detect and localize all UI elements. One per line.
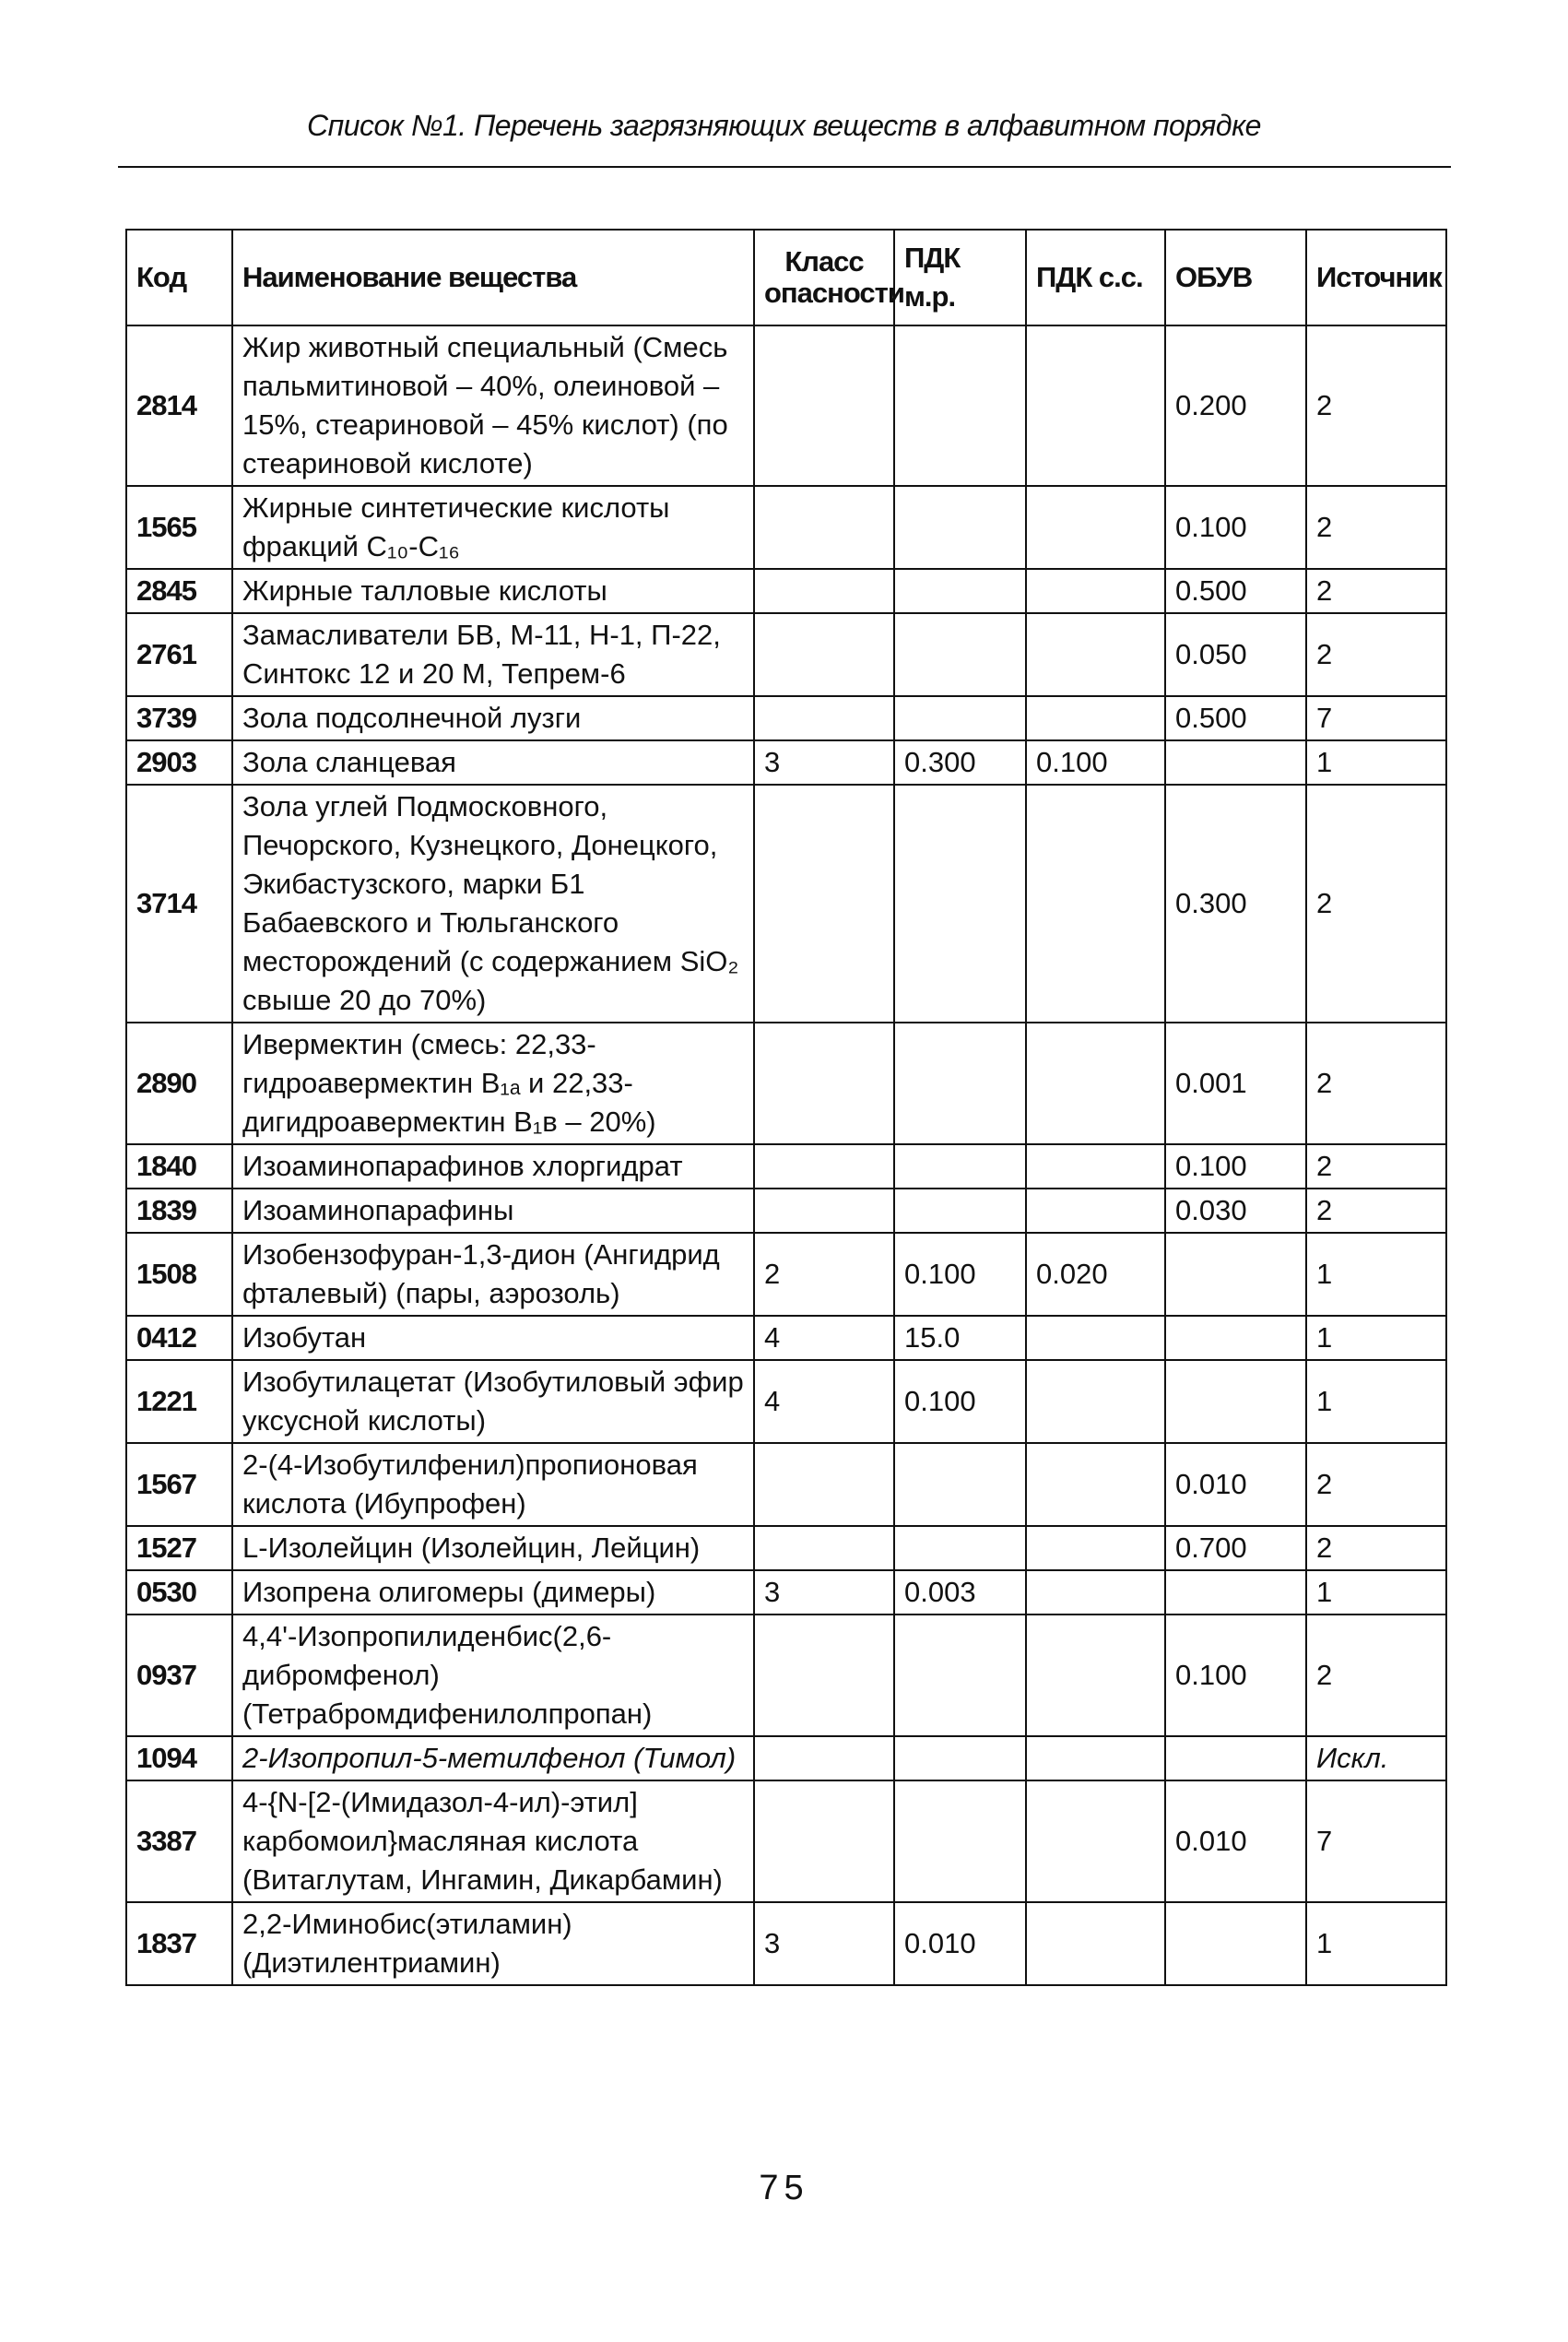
cell-obuv: 0.001: [1165, 1023, 1306, 1144]
cell-name: Изобензофуран-1,3-дион (Ангидрид фталевый) (пары, аэрозоль): [232, 1233, 754, 1316]
cell-pdk-mr: [894, 785, 1026, 1023]
cell-hazard-class: [754, 325, 894, 486]
cell-obuv: 0.200: [1165, 325, 1306, 486]
cell-name: Зола подсолнечной лузги: [232, 696, 754, 740]
cell-obuv: [1165, 1316, 1306, 1360]
cell-source: 2: [1306, 1023, 1446, 1144]
cell-source: 7: [1306, 696, 1446, 740]
cell-pdk-ss: [1026, 1316, 1165, 1360]
cell-hazard-class: [754, 1736, 894, 1780]
cell-name: L-Изолейцин (Изолейцин, Лейцин): [232, 1526, 754, 1570]
table-row: [126, 1360, 1446, 1443]
cell-code: 3739: [126, 696, 232, 740]
cell-pdk-ss: [1026, 486, 1165, 569]
table-row: [126, 1233, 1446, 1316]
cell-hazard-class: [754, 1615, 894, 1736]
cell-source: 2: [1306, 1443, 1446, 1526]
table-row: [126, 1526, 1446, 1570]
cell-pdk-mr: [894, 1189, 1026, 1233]
cell-obuv: [1165, 1570, 1306, 1615]
cell-hazard-class: [754, 486, 894, 569]
cell-source: 2: [1306, 1615, 1446, 1736]
cell-code: 3387: [126, 1780, 232, 1902]
column-header-pdk-mr: ПДК м.р.: [894, 230, 1026, 325]
cell-pdk-ss: [1026, 1736, 1165, 1780]
cell-pdk-ss: [1026, 1780, 1165, 1902]
cell-pdk-ss: 0.020: [1026, 1233, 1165, 1316]
cell-hazard-class: 4: [754, 1316, 894, 1360]
cell-hazard-class: 2: [754, 1233, 894, 1316]
table-row: [126, 1189, 1446, 1233]
header-rule: [118, 166, 1451, 168]
cell-hazard-class: [754, 1526, 894, 1570]
cell-source: 2: [1306, 613, 1446, 696]
cell-pdk-ss: [1026, 1023, 1165, 1144]
cell-pdk-ss: [1026, 1902, 1165, 1985]
cell-obuv: 0.100: [1165, 486, 1306, 569]
cell-source: 2: [1306, 486, 1446, 569]
substance-table: [125, 229, 1447, 1986]
cell-obuv: 0.500: [1165, 569, 1306, 613]
cell-name: 2-Изопропил-5-метилфенол (Тимол): [232, 1736, 754, 1780]
cell-hazard-class: [754, 1189, 894, 1233]
column-header-code: Код: [126, 230, 232, 325]
cell-pdk-mr: [894, 325, 1026, 486]
table-row: [126, 1736, 1446, 1780]
cell-code: 2890: [126, 1023, 232, 1144]
cell-source: Искл.: [1306, 1736, 1446, 1780]
cell-obuv: 0.300: [1165, 785, 1306, 1023]
cell-name: 4-{N-[2-(Имидазол-4-ил)-этил] карбомоил}масляная кислота (Витаглутам, Ингамин, Дикарбамин): [232, 1780, 754, 1902]
cell-obuv: 0.010: [1165, 1443, 1306, 1526]
cell-pdk-mr: [894, 1023, 1026, 1144]
cell-pdk-ss: [1026, 1360, 1165, 1443]
cell-source: 1: [1306, 740, 1446, 785]
cell-name: 2-(4-Изобутилфенил)пропионовая кислота (Ибупрофен): [232, 1443, 754, 1526]
cell-code: 0412: [126, 1316, 232, 1360]
cell-pdk-mr: [894, 696, 1026, 740]
cell-pdk-ss: [1026, 325, 1165, 486]
cell-obuv: [1165, 1736, 1306, 1780]
cell-pdk-mr: 0.300: [894, 740, 1026, 785]
cell-pdk-ss: [1026, 1443, 1165, 1526]
cell-pdk-ss: 0.100: [1026, 740, 1165, 785]
cell-source: 2: [1306, 1189, 1446, 1233]
cell-pdk-mr: 0.010: [894, 1902, 1026, 1985]
table-row: [126, 613, 1446, 696]
cell-pdk-ss: [1026, 1189, 1165, 1233]
cell-obuv: 0.500: [1165, 696, 1306, 740]
cell-code: 1221: [126, 1360, 232, 1443]
table-row: [126, 1316, 1446, 1360]
cell-code: 2814: [126, 325, 232, 486]
cell-name: Изоаминопарафины: [232, 1189, 754, 1233]
cell-name: Замасливатели БВ, М-11, Н-1, П-22, Синтокс 12 и 20 М, Тепрем-6: [232, 613, 754, 696]
cell-pdk-mr: [894, 1736, 1026, 1780]
cell-name: Жирные синтетические кислоты фракций C₁₀-C₁₆: [232, 486, 754, 569]
cell-name: 2,2-Иминобис(этиламин) (Диэтилентриамин): [232, 1902, 754, 1985]
cell-pdk-mr: 15.0: [894, 1316, 1026, 1360]
cell-obuv: 0.100: [1165, 1144, 1306, 1189]
cell-pdk-ss: [1026, 569, 1165, 613]
cell-pdk-mr: [894, 1780, 1026, 1902]
table-row: [126, 1144, 1446, 1189]
cell-pdk-mr: [894, 1615, 1026, 1736]
cell-hazard-class: 3: [754, 1570, 894, 1615]
cell-hazard-class: [754, 785, 894, 1023]
cell-source: 2: [1306, 1144, 1446, 1189]
cell-code: 1839: [126, 1189, 232, 1233]
table-header-row: [126, 230, 1446, 325]
table-row: [126, 569, 1446, 613]
cell-name: Изобутилацетат (Изобутиловый эфир уксусной кислоты): [232, 1360, 754, 1443]
cell-pdk-mr: [894, 1443, 1026, 1526]
cell-pdk-ss: [1026, 1526, 1165, 1570]
running-title: Список №1. Перечень загрязняющих веществ в алфавитном порядке: [307, 109, 1261, 142]
cell-name: Изобутан: [232, 1316, 754, 1360]
table-row: [126, 1780, 1446, 1902]
column-header-pdk-ss: ПДК с.с.: [1026, 230, 1165, 325]
cell-pdk-ss: [1026, 696, 1165, 740]
cell-obuv: [1165, 1360, 1306, 1443]
cell-pdk-mr: [894, 1526, 1026, 1570]
cell-code: 0530: [126, 1570, 232, 1615]
cell-code: 1567: [126, 1443, 232, 1526]
cell-hazard-class: 3: [754, 1902, 894, 1985]
cell-code: 3714: [126, 785, 232, 1023]
cell-source: 7: [1306, 1780, 1446, 1902]
table-row: [126, 1615, 1446, 1736]
table-row: [126, 1902, 1446, 1985]
column-header-hazard-class: Класс опасности: [754, 230, 894, 325]
cell-hazard-class: [754, 696, 894, 740]
page-number: 75: [759, 2169, 809, 2207]
cell-name: 4,4'-Изопропилиденбис(2,6-дибромфенол) (Тетрабромдифенилолпропан): [232, 1615, 754, 1736]
cell-pdk-mr: 0.100: [894, 1233, 1026, 1316]
cell-pdk-ss: [1026, 1144, 1165, 1189]
cell-pdk-ss: [1026, 1570, 1165, 1615]
table-row: [126, 486, 1446, 569]
table-row: [126, 740, 1446, 785]
cell-source: 2: [1306, 569, 1446, 613]
cell-obuv: 0.700: [1165, 1526, 1306, 1570]
cell-hazard-class: 3: [754, 740, 894, 785]
cell-code: 2761: [126, 613, 232, 696]
cell-pdk-mr: 0.003: [894, 1570, 1026, 1615]
table-row: [126, 1443, 1446, 1526]
cell-source: 2: [1306, 325, 1446, 486]
table-row: [126, 1570, 1446, 1615]
cell-obuv: [1165, 740, 1306, 785]
cell-code: 0937: [126, 1615, 232, 1736]
cell-name: Зола углей Подмосковного, Печорского, Кузнецкого, Донецкого, Экибастузского, марки Б1 Бабаевского и Тюльганского месторождений (с содержанием SiO₂ свыше 20 до 70%): [232, 785, 754, 1023]
column-header-name: Наименование вещества: [232, 230, 754, 325]
table-row: [126, 325, 1446, 486]
cell-code: 1527: [126, 1526, 232, 1570]
cell-obuv: 0.010: [1165, 1780, 1306, 1902]
table-row: [126, 785, 1446, 1023]
cell-name: Зола сланцевая: [232, 740, 754, 785]
table-row: [126, 696, 1446, 740]
cell-pdk-mr: [894, 569, 1026, 613]
cell-code: 1840: [126, 1144, 232, 1189]
cell-name: Изопрена олигомеры (димеры): [232, 1570, 754, 1615]
cell-pdk-ss: [1026, 1615, 1165, 1736]
cell-code: 2903: [126, 740, 232, 785]
cell-code: 1508: [126, 1233, 232, 1316]
cell-code: 1565: [126, 486, 232, 569]
cell-name: Жирные талловые кислоты: [232, 569, 754, 613]
cell-hazard-class: 4: [754, 1360, 894, 1443]
cell-source: 1: [1306, 1902, 1446, 1985]
cell-obuv: 0.030: [1165, 1189, 1306, 1233]
cell-hazard-class: [754, 1443, 894, 1526]
cell-source: 1: [1306, 1316, 1446, 1360]
column-header-obuv: ОБУВ: [1165, 230, 1306, 325]
cell-code: 1837: [126, 1902, 232, 1985]
cell-hazard-class: [754, 569, 894, 613]
cell-name: Изоаминопарафинов хлоргидрат: [232, 1144, 754, 1189]
cell-name: Ивермектин (смесь: 22,33-гидроавермектин B₁ₐ и 22,33-дигидроавермектин B₁в – 20%): [232, 1023, 754, 1144]
cell-obuv: [1165, 1902, 1306, 1985]
cell-obuv: [1165, 1233, 1306, 1316]
cell-hazard-class: [754, 1780, 894, 1902]
cell-source: 2: [1306, 1526, 1446, 1570]
cell-pdk-ss: [1026, 785, 1165, 1023]
cell-pdk-mr: [894, 1144, 1026, 1189]
cell-hazard-class: [754, 1023, 894, 1144]
table-row: [126, 1023, 1446, 1144]
cell-hazard-class: [754, 613, 894, 696]
cell-code: 2845: [126, 569, 232, 613]
cell-source: 2: [1306, 785, 1446, 1023]
cell-pdk-ss: [1026, 613, 1165, 696]
cell-hazard-class: [754, 1144, 894, 1189]
column-header-source: Источник: [1306, 230, 1446, 325]
cell-obuv: 0.050: [1165, 613, 1306, 696]
cell-obuv: 0.100: [1165, 1615, 1306, 1736]
cell-source: 1: [1306, 1360, 1446, 1443]
cell-code: 1094: [126, 1736, 232, 1780]
cell-source: 1: [1306, 1233, 1446, 1316]
cell-pdk-mr: [894, 486, 1026, 569]
cell-pdk-mr: 0.100: [894, 1360, 1026, 1443]
cell-name: Жир животный специальный (Смесь пальмитиновой – 40%, олеиновой – 15%, стеариновой – 45% кислот) (по стеариновой кислоте): [232, 325, 754, 486]
cell-source: 1: [1306, 1570, 1446, 1615]
cell-pdk-mr: [894, 613, 1026, 696]
